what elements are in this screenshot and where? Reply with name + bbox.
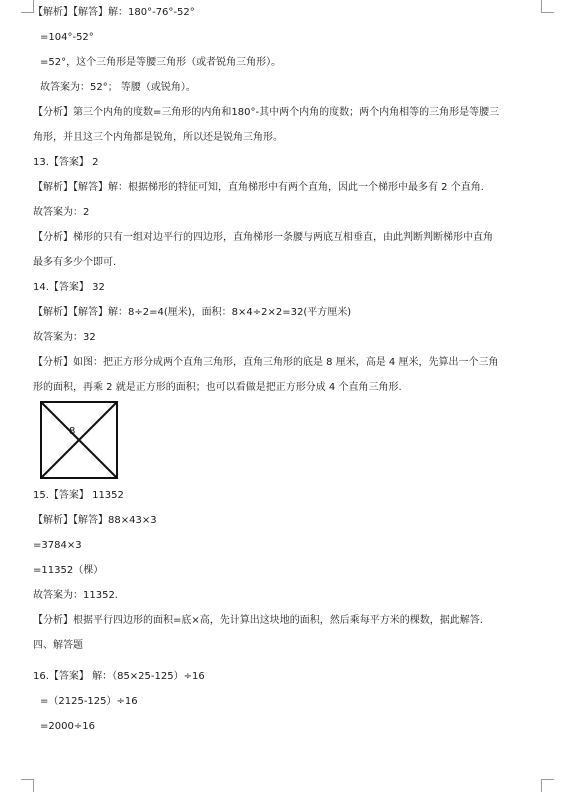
- text-line: 故答案为：11352.: [33, 590, 118, 601]
- text-line: 【分析】如图：把正方形分成两个直角三角形，直角三角形的底是 8 厘米，高是 4 厘米，先算出一个三角: [33, 357, 499, 368]
- text-line: 【分析】根据平行四边形的面积=底×高，先计算出这块地的面积，然后乘每平方米的棵数，据此解答.: [33, 615, 483, 626]
- text-line: 【解析】【解答】解：180°-76°-52°: [33, 7, 195, 18]
- text-line: =11352（棵）: [33, 565, 104, 576]
- crop-mark-bottom-left: [21, 779, 34, 792]
- text-line: 最多有多少个即可.: [33, 257, 117, 268]
- text-line: 形的面积，再乘 2 就是正方形的面积；也可以看做是把正方形分成 4 个直角三角形.: [33, 382, 402, 393]
- text-line: =104°-52°: [40, 32, 94, 43]
- text-line: =3784×3: [33, 540, 82, 551]
- text-line: 15.【答案】 11352: [33, 490, 124, 501]
- text-line: 故答案为：52°； 等腰（或锐角）。: [40, 82, 196, 93]
- text-line: 14.【答案】 32: [33, 282, 105, 293]
- figure-label: 8: [69, 426, 76, 437]
- text-line: =2000÷16: [40, 721, 95, 732]
- text-line: 【解析】【解答】解：8÷2=4(厘米)，面积：8×4÷2×2=32(平方厘米): [33, 307, 352, 318]
- text-line: 【分析】第三个内角的度数=三角形的内角和180°-其中两个内角的度数；两个内角相等的三角形是等腰三: [33, 107, 500, 118]
- crop-mark-bottom-right: [541, 779, 554, 792]
- text-line: 【解析】【解答】解：根据梯形的特征可知，直角梯形中有两个直角，因此一个梯形中最多有 2 个直角.: [33, 182, 484, 193]
- text-line: =52°，这个三角形是等腰三角形（或者锐角三角形）。: [40, 57, 282, 68]
- text-line: 故答案为：2: [33, 207, 90, 218]
- text-line: 角形，并且这三个内角都是锐角，所以还是锐角三角形。: [33, 132, 283, 143]
- text-line: 16.【答案】 解：（85×25-125）÷16: [33, 671, 205, 682]
- text-line: 【分析】梯形的只有一组对边平行的四边形，直角梯形一条腰与两底互相垂直，由此判断判断梯形中直角: [33, 232, 493, 243]
- crop-mark-top-right: [541, 0, 554, 13]
- text-line: 【解析】【解答】88×43×3: [33, 515, 157, 526]
- text-line: 13.【答案】 2: [33, 157, 99, 168]
- square-diagonal-figure: [40, 401, 118, 479]
- text-line: 故答案为：32: [33, 332, 96, 343]
- text-line: =（2125-125）÷16: [40, 696, 138, 707]
- section-heading: 四、解答题: [33, 640, 83, 651]
